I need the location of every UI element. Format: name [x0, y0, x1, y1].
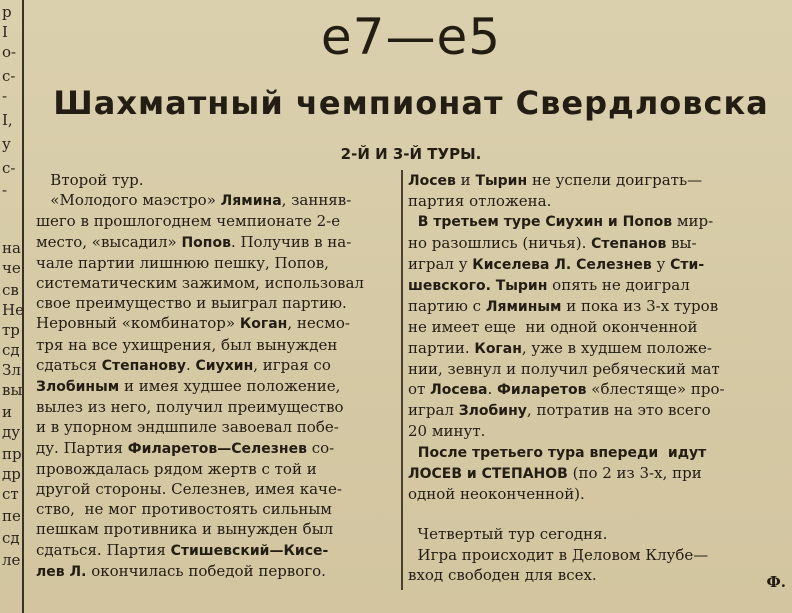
- margin-fragment: с-: [2, 67, 16, 85]
- text-segment: играл: [408, 401, 459, 420]
- text-segment: (по 2 из 3-х, при: [567, 463, 702, 482]
- text-segment: «Молодого маэстро»: [36, 191, 221, 210]
- bold-text: лев Л.: [36, 563, 87, 580]
- margin-fragment: вы: [2, 381, 23, 399]
- text-line: [408, 338, 786, 359]
- text-segment: но разошлись (ничья).: [408, 233, 592, 252]
- text-line: [36, 170, 398, 190]
- bold-text: Злобиным: [36, 379, 120, 396]
- margin-fragment: ду: [2, 423, 21, 441]
- text-segment: систематическим зажимом, использовал: [36, 274, 364, 293]
- text-segment: сдаться: [36, 355, 102, 374]
- text-segment: партии.: [408, 338, 475, 357]
- text-segment: тря на все ухищрения, был вынужден: [36, 335, 338, 354]
- margin-fragment: пе: [2, 507, 21, 525]
- text-segment: сдаться. Партия: [36, 540, 171, 559]
- text-line: [36, 561, 398, 582]
- bold-text: Коган: [474, 340, 522, 357]
- bold-text: Степанову: [101, 357, 186, 374]
- text-line: [36, 438, 398, 459]
- bold-text: ЛОСЕВ и СТЕПАНОВ: [408, 465, 568, 482]
- text-line: [408, 545, 786, 565]
- text-segment: и: [455, 171, 476, 189]
- bold-text: Стишевский—Кисе-: [170, 542, 329, 559]
- text-segment: пешкам противника и вынужден был: [36, 520, 334, 539]
- text-segment: шего в прошлогоднем чемпионате 2-е: [36, 212, 341, 231]
- text-line: [36, 273, 398, 293]
- text-line: [36, 479, 398, 499]
- left-column: [36, 170, 398, 582]
- margin-fragment: І,: [2, 111, 13, 129]
- text-segment: место, «высадил»: [36, 232, 182, 251]
- text-line: [36, 293, 398, 313]
- text-line: [36, 190, 398, 211]
- margin-fragment: о-: [2, 43, 17, 61]
- text-segment: Четвертый тур сегодня.: [408, 525, 608, 544]
- text-segment: , потратив на это всего: [526, 401, 711, 420]
- text-line: [36, 499, 398, 519]
- text-segment: мир-: [672, 212, 714, 231]
- text-line: [408, 421, 786, 441]
- signature-holder: [408, 572, 792, 592]
- text-segment: и имея худшее положение,: [119, 377, 341, 396]
- right-column: [408, 170, 786, 585]
- text-segment: , несмо-: [287, 314, 350, 333]
- text-line: [36, 232, 398, 253]
- text-segment: Игра происходит в Деловом Клубе—: [408, 545, 709, 564]
- text-line: [408, 484, 786, 504]
- text-segment: играл у: [408, 254, 473, 273]
- bold-text: Лямина: [220, 193, 282, 210]
- text-line: [36, 376, 398, 397]
- bold-text: После третьего тура впереди идут: [408, 444, 707, 461]
- text-line: [36, 211, 398, 231]
- bold-text: Сти-: [670, 256, 705, 273]
- text-segment: 20 минут.: [408, 422, 486, 441]
- text-line: [408, 254, 786, 275]
- text-line: [408, 379, 786, 400]
- text-segment: со-: [306, 438, 335, 457]
- text-segment: партия отложена.: [408, 192, 552, 211]
- text-line: [408, 211, 786, 232]
- text-segment: и в упорном эндшпиле завоевал побе-: [36, 418, 339, 437]
- text-line: [36, 540, 398, 561]
- text-segment: от: [408, 380, 431, 399]
- text-segment: вы-: [666, 233, 697, 252]
- margin-fragment: и: [2, 403, 12, 421]
- bold-text: Попов: [181, 234, 231, 251]
- kicker-heading: е7—е5: [320, 8, 502, 66]
- margin-fragment: ст: [2, 485, 19, 503]
- text-line: [408, 524, 786, 544]
- text-segment: провождалась рядом жертв с той и: [36, 459, 317, 478]
- margin-fragment: тр: [2, 321, 20, 339]
- article-title: Шахматный чемпионат Свердловска: [53, 84, 769, 122]
- text-segment: не имеет еще ни одной оконченной: [408, 318, 698, 337]
- article-subtitle: 2-Й И 3-Й ТУРЫ.: [340, 145, 482, 163]
- bold-text: Лосев: [408, 173, 456, 189]
- text-segment: ство, не мог противостоять сильным: [36, 500, 332, 519]
- bold-text: Филаретов—Селезнев: [127, 440, 307, 457]
- bold-text: Киселева Л. Селезнев: [472, 256, 652, 273]
- margin-fragment: на: [2, 239, 21, 257]
- bold-text: Злобину: [458, 403, 527, 420]
- text-line: [408, 463, 786, 484]
- left-margin-fragments: [0, 0, 24, 613]
- text-segment: «блестяще» про-: [586, 380, 725, 399]
- margin-fragment: у: [2, 135, 11, 153]
- margin-fragment: р: [2, 3, 12, 21]
- text-segment: партию с: [408, 297, 486, 316]
- bold-text: Тырин: [495, 278, 548, 295]
- text-segment: одной неоконченной).: [408, 485, 585, 504]
- bold-text: шевского.: [408, 278, 491, 295]
- bold-text: Тырин: [475, 173, 528, 189]
- text-line: [408, 400, 786, 421]
- margin-fragment: І: [2, 23, 8, 41]
- bold-text: Сиухин: [195, 357, 254, 374]
- text-segment: у: [651, 254, 671, 273]
- margin-fragment: Зл: [2, 361, 21, 379]
- margin-fragment: с-: [2, 159, 16, 177]
- text-segment: Второй тур.: [36, 171, 144, 189]
- text-line: [36, 519, 398, 539]
- text-line: [36, 417, 398, 437]
- signature: Ф.: [766, 573, 786, 591]
- text-segment: окончилась победой первого.: [86, 561, 326, 580]
- text-line: [408, 191, 786, 211]
- bold-text: Степанов: [591, 235, 667, 252]
- text-line: [408, 317, 786, 337]
- margin-fragment: ле: [2, 551, 21, 569]
- text-segment: ду. Партия: [36, 438, 128, 457]
- text-line: [408, 296, 786, 317]
- bold-text: Лосева: [430, 382, 488, 399]
- margin-fragment: др: [2, 465, 21, 483]
- text-segment: Неровный «комбинатор»: [36, 314, 240, 333]
- bold-text: Ляминым: [485, 299, 562, 316]
- text-line: [408, 504, 786, 524]
- bold-text: В третьем туре Сиухин и Попов: [408, 214, 673, 231]
- text-line: [36, 335, 398, 355]
- margin-fragment: сд: [2, 341, 20, 359]
- margin-fragment: св: [2, 281, 19, 299]
- text-segment: и пока из 3-х туров: [561, 297, 719, 316]
- text-line: [408, 359, 786, 379]
- margin-fragment: пр: [2, 445, 22, 463]
- bold-text: Коган: [239, 316, 288, 333]
- text-segment: не успели доиграть—: [527, 171, 703, 189]
- text-segment: .: [487, 380, 498, 399]
- text-line: [36, 397, 398, 417]
- text-line: [36, 355, 398, 376]
- text-line: [408, 170, 786, 191]
- text-line: [408, 275, 786, 296]
- text-segment: , играя со: [253, 355, 331, 374]
- margin-fragment: че: [2, 259, 21, 277]
- text-line: [36, 313, 398, 334]
- text-line: [36, 253, 398, 273]
- text-segment: нии, зевнул и получил ребяческий мат: [408, 359, 720, 378]
- bold-text: Филаретов: [497, 382, 587, 399]
- text-segment: вылез из него, получил преимущество: [36, 398, 344, 417]
- text-segment: свое преимущество и выиграл партию.: [36, 294, 347, 313]
- text-segment: .: [185, 355, 196, 374]
- text-segment: , уже в худшем положе-: [521, 338, 713, 357]
- text-segment: , занняв-: [281, 191, 352, 210]
- text-segment: . Получив в на-: [230, 232, 352, 251]
- margin-fragment: сд: [2, 529, 20, 547]
- text-line: [408, 233, 786, 254]
- text-segment: опять не доиграл: [547, 276, 690, 295]
- margin-fragment: -: [2, 181, 8, 199]
- column-divider: [401, 170, 403, 590]
- text-line: [408, 442, 786, 463]
- text-segment: вход свободен для всех.: [408, 565, 597, 584]
- text-segment: чале партии лишнюю пешку, Попов,: [36, 253, 329, 272]
- margin-fragment: Не: [2, 301, 24, 319]
- text-segment: другой стороны. Селезнев, имея каче-: [36, 480, 342, 499]
- text-line: [36, 459, 398, 479]
- margin-fragment: -: [2, 87, 8, 105]
